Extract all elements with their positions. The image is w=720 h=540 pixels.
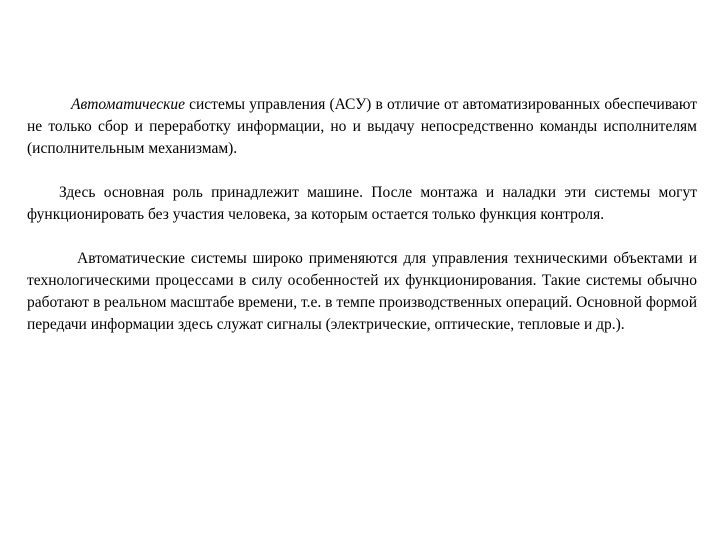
text-body	[27, 94, 697, 336]
paragraph-asu-definition	[27, 94, 697, 160]
paragraph-machine-role: Здесь основная роль принадлежит машине. После монтажа и наладки эти системы могут функционировать без участия человека, за которым остается только функция контроля.	[27, 184, 697, 223]
emphasized-term: Автоматические	[71, 96, 185, 113]
paragraph-text: системы управления (АСУ) в отличие от автоматизированных обеспечивают не только сбор и переработку информации, но и выдачу непосредственно команды исполнителям (исполнительным механизмам).	[27, 96, 697, 157]
paragraph-applications: Автоматические системы широко применяются для управления техническими объектами и технологическими процессами в силу особенностей их функционирования. Такие системы обычно работают в реальном масштабе времени, т.е. в темпе производственных операций. Основной формой передачи информации здесь служат сигналы (электрические, оптические, тепловые и др.).	[27, 250, 697, 333]
